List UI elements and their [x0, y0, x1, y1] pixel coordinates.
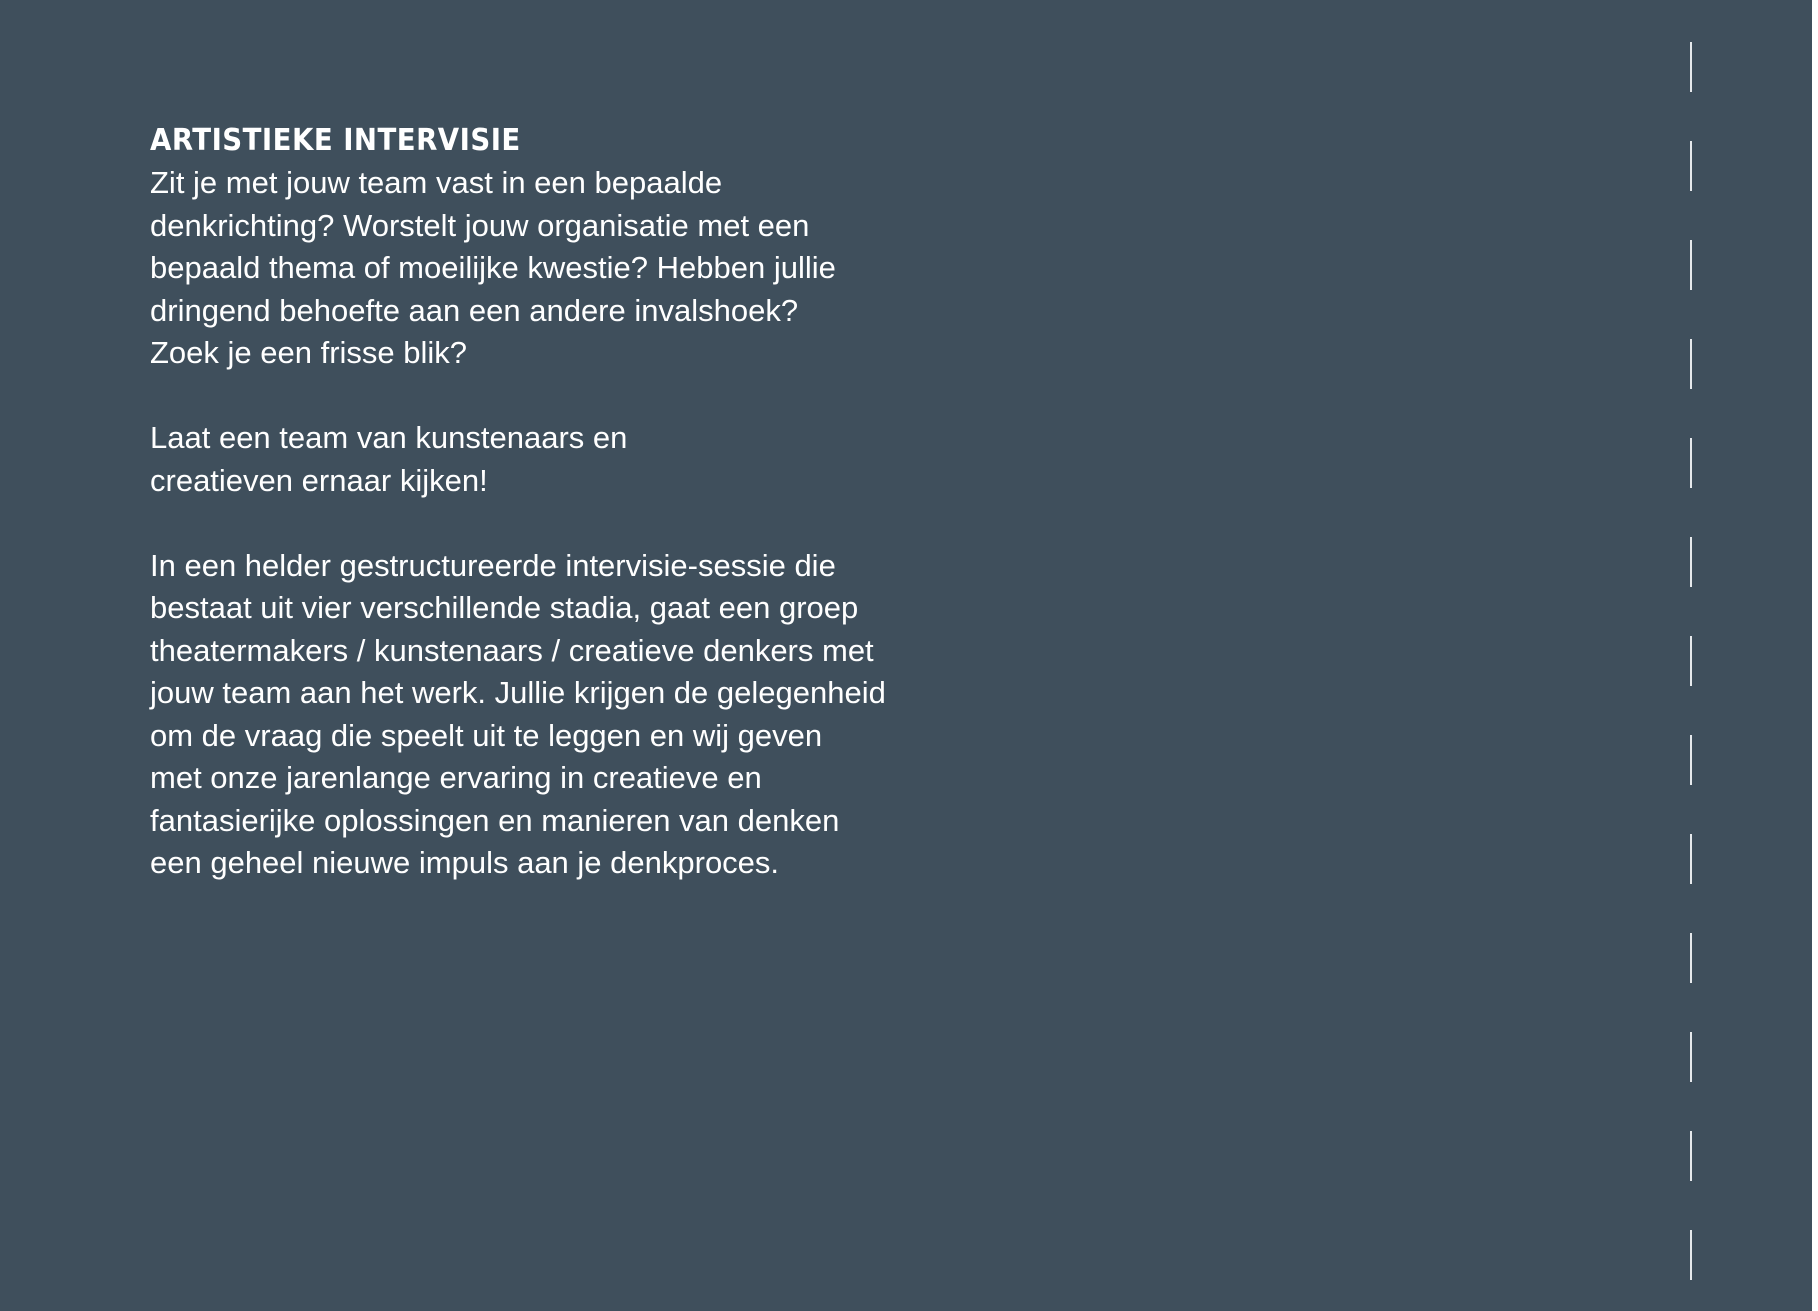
text-line: In een helder gestructureerde intervisie-sessie die — [150, 547, 836, 583]
document-body — [150, 120, 1150, 885]
text-line: bepaald thema of moeilijke kwestie? Hebben jullie — [150, 250, 836, 285]
text-line: fantasierijke oplossingen en manieren van denken — [150, 802, 840, 838]
text-line: Zit je met jouw team vast in een bepaalde — [150, 165, 723, 200]
dash-segment — [1690, 1131, 1692, 1181]
dash-segment — [1690, 141, 1692, 191]
text-line: om de vraag die speelt uit te leggen en wij geven — [150, 717, 823, 753]
dash-segment — [1690, 537, 1692, 587]
dash-segment — [1690, 339, 1692, 389]
text-line: theatermakers / kunstenaars / creatieve denkers met — [150, 632, 874, 668]
dash-segment — [1690, 1032, 1692, 1082]
intro-paragraph — [150, 162, 1150, 375]
text-line: creatieven ernaar kijken! — [150, 462, 488, 498]
text-line: Zoek je een frisse blik? — [150, 335, 468, 370]
dash-segment — [1690, 636, 1692, 686]
text-line: jouw team aan het werk. Jullie krijgen de gelegenheid — [150, 675, 886, 710]
section-heading: ARTISTIEKE INTERVISIE — [150, 123, 521, 158]
dash-segment — [1690, 1230, 1692, 1280]
text-line: dringend behoefte aan een andere invalshoek? — [150, 292, 799, 328]
call-to-action-paragraph — [150, 417, 1150, 502]
dash-segment — [1690, 42, 1692, 92]
paragraph-spacer — [150, 502, 1150, 545]
dash-segment — [1690, 240, 1692, 290]
paragraph-spacer — [150, 375, 1150, 418]
text-line: bestaat uit vier verschillende stadia, gaat een groep — [150, 590, 859, 625]
text-line: met onze jarenlange ervaring in creatieve en — [150, 760, 762, 795]
text-line: denkrichting? Worstelt jouw organisatie met een — [150, 207, 810, 243]
text-line: een geheel nieuwe impuls aan je denkproces. — [150, 845, 780, 880]
description-paragraph — [150, 545, 1150, 885]
dash-segment — [1690, 735, 1692, 785]
dash-segment — [1690, 438, 1692, 488]
dash-segment — [1690, 834, 1692, 884]
dashed-cut-line — [1690, 0, 1692, 1311]
dash-segment — [1690, 933, 1692, 983]
text-line: Laat een team van kunstenaars en — [150, 420, 628, 455]
